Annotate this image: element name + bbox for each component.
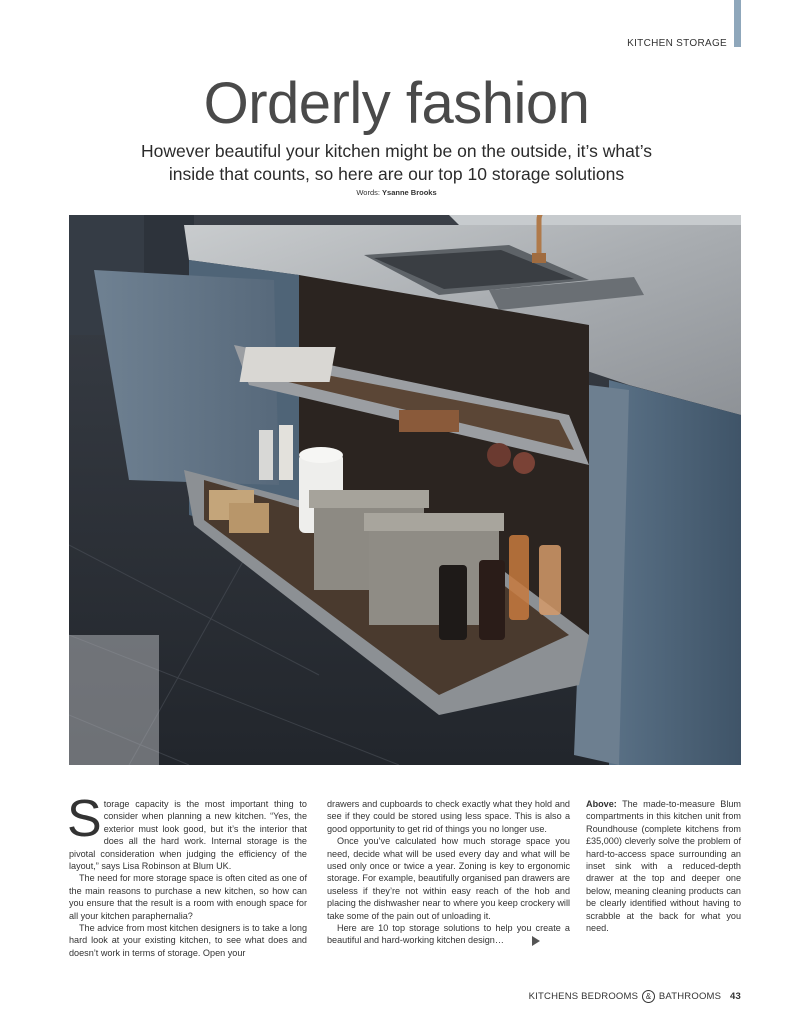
page-footer	[529, 990, 741, 1003]
magazine-name-part-1: KITCHENS BEDROOMS	[528, 991, 639, 1003]
caption-label: Above:	[586, 799, 617, 809]
caption-paragraph	[586, 798, 741, 934]
body-paragraph-5: Once you’ve calculated how much storage space you need, decide what will be used every day and what will be used only once or twice a year. Zoning is key to ergonomic storage. For example, beautifully organised pan drawers are useless if they’re not within easy reach of the hob and placing the dishwasher near to where you keep crockery will take some of the pain out of unloading it.	[327, 836, 570, 921]
standfirst-line-2: inside that counts, so here are our top 10 storage solutions	[168, 164, 625, 184]
body-column-2	[327, 798, 570, 947]
byline-label: Words:	[356, 188, 380, 197]
photo-caption	[586, 798, 741, 934]
kitchen-photo-illustration	[69, 215, 741, 765]
byline-author: Ysanne Brooks	[382, 188, 437, 197]
byline	[0, 188, 793, 197]
magazine-name-part-2: BATHROOMS	[658, 991, 722, 1003]
ampersand-logo: &	[642, 990, 655, 1003]
page-number: 43	[730, 991, 741, 1003]
caption-text: The made-to-measure Blum compartments in this kitchen unit from Roundhouse (complete kitchens from £35,000) cleverly solve the problem of hard-to-access space surrounding an inset sink with a reduced-depth drawer at the top and deeper one below, meaning cleaning products can be clearly identified without having to scrabble at the back for what you need.	[586, 799, 741, 934]
section-label: KITCHEN STORAGE	[627, 38, 727, 49]
kitchen-photo	[69, 215, 741, 765]
body-paragraph-1-text: torage capacity is the most important thing to consider when planning a new kitchen. “Yes, the exterior must look good, but it’s the interior that does all the hard work. Internal storage is the pivotal consideration when judging the efficiency of the layout,” says Lisa Robinson at Blum UK.	[69, 799, 307, 872]
section-color-bar	[734, 0, 741, 47]
body-column-1	[67, 790, 307, 959]
body-paragraph-3: The advice from most kitchen designers is to take a long hard look at your existing kitchen, to see what does and doesn’t work in terms of storage. Open your	[69, 923, 307, 958]
continue-arrow-icon	[532, 936, 540, 946]
standfirst-line-1: However beautiful your kitchen might be on the outside, it’s what’s	[140, 141, 653, 161]
article-standfirst	[95, 140, 698, 186]
body-paragraph-6-text: Here are 10 top storage solutions to help you create a beautiful and hard-working kitchen design…	[327, 923, 570, 946]
article-title: Orderly fashion	[203, 71, 590, 136]
body-paragraph-4: drawers and cupboards to check exactly what they hold and see if they could be stored using less space. This is also a good opportunity to get rid of things you no longer use.	[327, 799, 570, 834]
drop-cap: S	[67, 790, 102, 848]
body-paragraph-6	[327, 922, 570, 947]
body-paragraph-1	[67, 790, 307, 872]
body-paragraph-2: The need for more storage space is often cited as one of the main reasons to purchase a new kitchen, so how can you ensure that the result is a room with enough space for all your kitchen paraphernalia?	[69, 873, 307, 921]
